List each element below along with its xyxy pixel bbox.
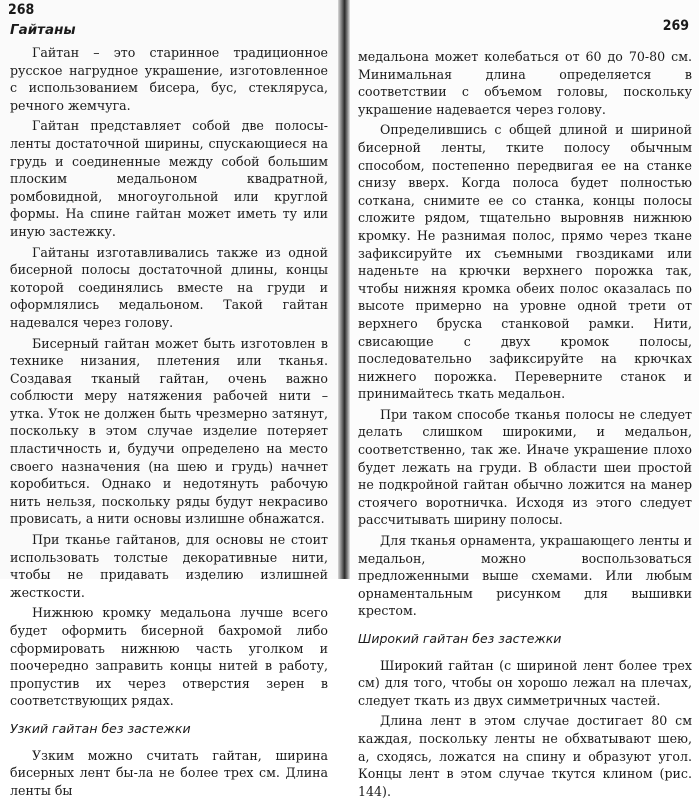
paragraph: Определившись с общей длиной и шириной бисерной ленты, тките полосу обычным способом, постепенно передвигая ее на станке снизу вверх. Когда полоса будет полностью соткана, снимите ее со станка, концы полосы сложите рядом, тщательно выровняв нижнюю кромку. Не разнимая полос, прямо через ткане зафиксируйте их съемными гвоздиками или наденьте на крючки верхнего порожка так, чтобы нижняя кромка обеих полос оказалась по высоте примерно на уровне одной трети от верхнего бруска станковой рамки. Нити, свисающие с двух кромок полосы, последовательно зафиксируйте на крючках нижнего порожка. Переверните станок и принимайтесь ткать медальон. [358, 122, 692, 402]
paragraph: При тканье гайтанов, для основы не стоит использовать толстые декоративные нити, чтобы не придавать изделию излишней жесткости. [10, 532, 328, 600]
subsection-heading-wide: Широкий гайтан без застежки [358, 631, 562, 646]
right-page-number: 269 [662, 18, 689, 34]
paragraph: Узким можно считать гайтан, ширина бисерных лент бы-ла не более трех см. Длина ленты бы [10, 747, 328, 798]
subsection-heading-narrow: Узкий гайтан без застежки [10, 720, 191, 736]
paragraph: Широкий гайтан (с шириной лент более трех см) для того, чтобы он хорошо лежал на плечах, следует ткать из двух симметричных частей. [358, 657, 692, 708]
book-gutter [338, 0, 350, 579]
paragraph: Гайтаны изготавливались также из одной бисерной полосы достаточной длины, концы которой соединялись вместе на груди и оформлялись медальоном. Такой гайтан надевался через голову. [10, 244, 328, 330]
paragraph: Гайтан представляет собой две полосы-ленты достаточной ширины, спускающиеся на грудь и соединенные между собой большим плоским медальоном квадратной, ромбовидной, многоугольной или круглой формы. На спине гайтан может иметь ту или иную застежку. [10, 118, 328, 239]
left-page-content [10, 22, 328, 799]
right-page [350, 0, 699, 799]
paragraph: Для тканья орнамента, украшающего ленты и медальон, можно воспользоваться предложенными выше схемами. Или любым орнаментальным рисунком для вышивки крестом. [358, 533, 692, 619]
paragraph: Нижнюю кромку медальона лучше всего будет оформить бисерной бахромой либо сформировать нижнюю часть уголком и поочередно заправить концы нитей в работу, пропустив их через отверстия зерен в соответствующих рядах. [10, 605, 328, 709]
paragraph: При таком способе тканья полосы не следует делать слишком широкими, и медальон, соответственно, так же. Иначе украшение плохо будет лежать на груди. В области шеи простой не подкройной гайтан обычно ложится на манер стоячего воротничка. Исходя из этого следует рассчитывать ширину полосы. [358, 406, 692, 528]
paragraph: медальона может колебаться от 60 до 70-80 см. Минимальная длина определяется в соответствии с объемом головы, поскольку украшение надевается через голову. [358, 49, 692, 117]
left-page [0, 0, 338, 798]
paragraph: Бисерный гайтан может быть изготовлен в технике низания, плетения или тканья. Создавая тканый гайтан, очень важно соблюсти меру натяжения рабочей нити – утка. Уток не должен быть чрезмерно затянут, поскольку в этом случае изделие потеряет пластичность и, будучи определено на место своего назначения (на шею и грудь) начнет коробиться. Однако и недотянуть рабочую нить нельзя, поскольку ряды будут некрасиво провисать, а нити основы излишне обнажатся. [10, 335, 328, 527]
left-page-number: 268 [8, 2, 35, 18]
chapter-title: Гайтаны [10, 22, 76, 38]
paragraph: Гайтан – это старинное традиционное русское нагрудное украшение, изготовленное с использованием бисера, бус, стекляруса, речного жемчуга. [10, 45, 328, 113]
right-page-content [358, 48, 692, 800]
paragraph: Длина лент в этом случае достигает 80 см каждая, поскольку ленты не обхватывают шею, а, сходясь, ложатся на спину и образуют угол. Концы лент в этом случае ткутся клином (рис. 144). [358, 713, 692, 799]
